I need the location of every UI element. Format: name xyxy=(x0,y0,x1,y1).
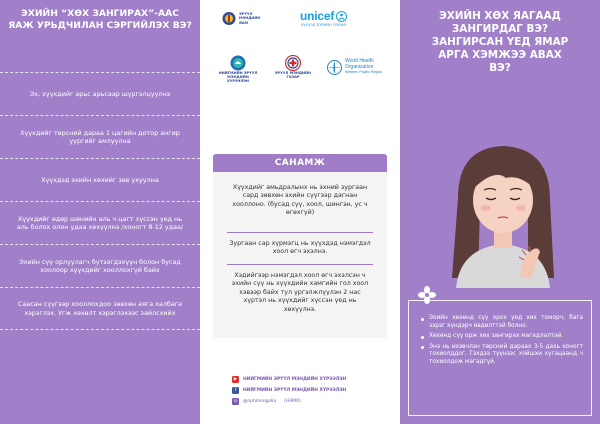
unicef-logo: unicef ХҮҮХЭД БҮРИЙН ТӨЛӨӨ xyxy=(300,9,347,27)
prevention-list xyxy=(0,72,200,330)
reminder-card xyxy=(213,154,387,338)
list-item: Хөхөнд сүү орж хөх зангирах магадлалтай. xyxy=(421,333,583,341)
unicef-globe-icon xyxy=(336,11,347,22)
who-emblem-icon xyxy=(327,60,342,75)
right-panel xyxy=(400,0,600,424)
reminder-item: Зургаан сар хүрмэгц нь хүүхдэд нэмэгдэл хоол өгч эхэлнэ. xyxy=(229,240,371,256)
mongolia-emblem-icon xyxy=(222,10,236,27)
list-item: Энэ нь ихэвчлэн төрсний дараах 3-5 дахь хоногт тохиолддог. Гэхдээ түүнээс хойшхи хугацаанд ч тохиолдож магадгүй. xyxy=(421,344,583,367)
health-agency-logo: ЭРҮҮЛ МЭНДИЙН ГАЗАР xyxy=(273,55,313,79)
youtube-contact[interactable]: ▶ НИЙГМИЙН ЭРҮҮЛ МЭНДИЙН ХҮРЭЭЛЭН xyxy=(233,377,347,382)
web-contact[interactable]: ◎ @nphmongolia (НЭМХ) xyxy=(233,399,301,404)
reminder-item: Хэдийгээр нэмэгдэл хоол өгч эхэлсэн ч эхийн сүү нь хүүхдийн хамгийн гол хоол хэвээр байх тул үргэлжлүүлэн 2 нас хүртэл нь хүүхдийг хүссэн үед нь хөхүүлнэ. xyxy=(231,272,369,313)
ministry-logo: ЭРҮҮЛ МЭНДИЙН ЯАМ xyxy=(222,10,267,27)
reminder-item: Хүүхдийг амьдралынх нь эхний зургаан сард зөвхөн эхийн сүүгээр дагнан хооллоно. (бусад сүү, хоол, шингэн, ус ч өгөхгүй) xyxy=(232,184,368,217)
public-health-institute-logo: НИЙГМИЙН ЭРҮҮЛ МЭНДИЙН ХҮРЭЭЛЭН xyxy=(216,55,260,84)
right-panel-title: ЭХИЙН ХӨХ ЯАГААД ЗАНГИРДАГ ВЭ? ЗАНГИРСАН ҮЕД ЯМАР АРГА ХЭМЖЭЭ АВАХ ВЭ? xyxy=(431,10,569,74)
agency-emblem-icon xyxy=(285,55,301,71)
list-item: Хүүхдийг төрсний дараа 1 цагийн дотор ангир уургийг амлуулна xyxy=(0,115,200,158)
facebook-icon: f xyxy=(232,387,239,394)
list-item: Эх, хүүхдийг арьс арьсаар шүргэлцүүлнэ xyxy=(0,72,200,115)
list-item: Эхийн сүү орлуулагч бүтээгдэхүүн болон бусад хоолоор хүүхдийг хооллохгүй байх xyxy=(0,244,200,287)
list-item: Саасан сүүгээр хооллохдоо зөвхөн аяга халбага хэрэглэх. Угж хөхөлт хэрэглэхээс зайлсхийх xyxy=(0,287,200,330)
facebook-contact[interactable]: f НИЙГМИЙН ЭРҮҮЛ МЭНДИЙН ХҮРЭЭЛЭН xyxy=(232,385,346,396)
left-panel-title: ЭХИЙН “ХӨХ ЗАНГИРАХ”-ААС ЯАЖ УРЬДЧИЛАН СЭРГИЙЛЭХ ВЭ? xyxy=(8,8,192,31)
list-item: Хүүхдэд эхийн хөхийг зөв ухуулна xyxy=(0,158,200,201)
list-item: Эхийн хөхөнд сүү орох үед хөх томорч, бага зэрэг хүндэрч өвдөлттэй болно. xyxy=(421,315,583,330)
globe-icon: ◎ xyxy=(233,399,238,404)
info-list xyxy=(421,315,583,370)
divider xyxy=(227,232,373,233)
reminder-title: САНАМЖ xyxy=(213,154,387,172)
left-panel xyxy=(0,0,200,424)
woman-illustration xyxy=(428,138,578,288)
list-item: Хүүхдийг өдөр шөнийн аль ч цагт хүссэн үед нь аль болох олон удаа хөхүүлнэ /хоногт 8-12 удаа/ xyxy=(0,201,200,244)
contact-footer xyxy=(232,374,346,407)
who-logo: World Health Organization Western Pacific Region xyxy=(327,59,382,76)
divider xyxy=(227,264,373,265)
info-box xyxy=(408,300,592,416)
youtube-icon: ▶ xyxy=(233,377,238,382)
institute-emblem-icon xyxy=(230,55,246,71)
